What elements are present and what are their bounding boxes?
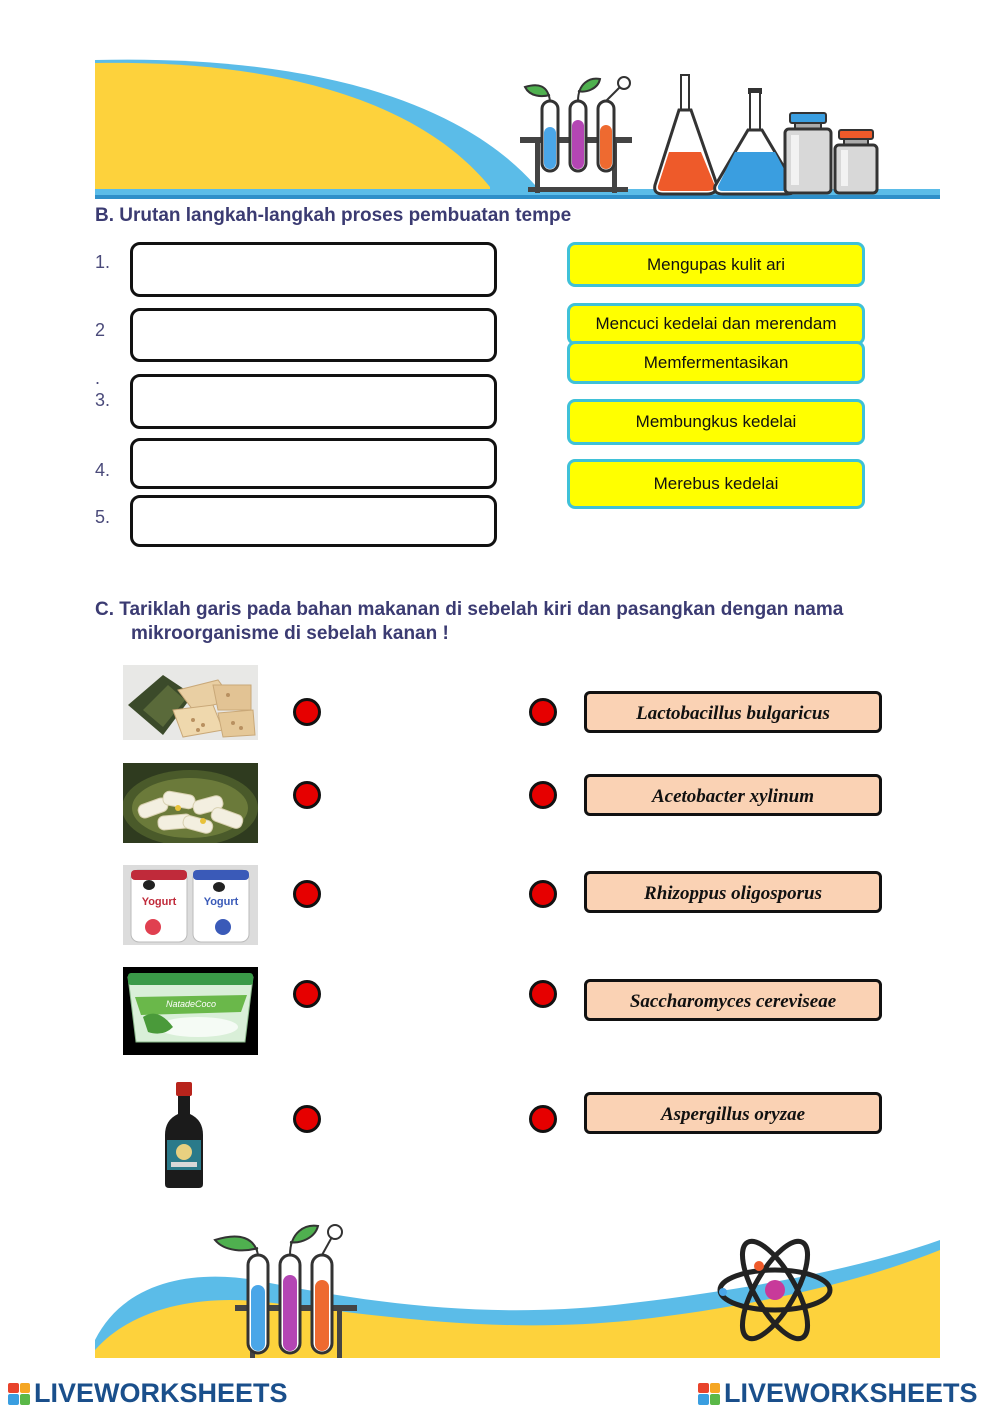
brand-text-left: LIVEWORKSHEETS [34, 1378, 288, 1408]
micro-match-dot-1[interactable] [529, 698, 557, 726]
section-b-title: B. Urutan langkah-langkah proses pembuatan tempe [95, 205, 572, 226]
food-match-dot-3[interactable] [293, 880, 321, 908]
nata-de-coco-image [123, 967, 258, 1055]
yogurt-label-left: Yogurt [141, 896, 177, 908]
step-number-5: 5. [95, 507, 111, 527]
flask-icon [715, 88, 796, 194]
food-match-dot-2[interactable] [293, 781, 321, 809]
step-number-3: 3. [95, 390, 111, 410]
micro-match-dot-3[interactable] [529, 880, 557, 908]
header-science-banner [95, 55, 940, 205]
nata-label: NatadeCoco [165, 999, 217, 1009]
liveworksheets-logo-icon [8, 1383, 30, 1405]
test-tube-rack-icon [520, 77, 632, 193]
liveworksheets-brand-left [8, 1378, 288, 1409]
jar-icon [785, 113, 831, 193]
micro-card-lactobacillus: Lactobacillus bulgaricus [584, 691, 882, 733]
section-c-title-line2: mikroorganisme di sebelah kanan ! [131, 623, 449, 644]
food-match-dot-5[interactable] [293, 1105, 321, 1133]
section-c-title-line1: C. Tariklah garis pada bahan makanan di sebelah kiri dan pasangkan dengan nama [95, 599, 844, 620]
drop-box-step-5[interactable] [130, 495, 497, 547]
food-match-dot-4[interactable] [293, 980, 321, 1008]
yogurt-label-right: Yogurt [203, 896, 239, 908]
step-option-card[interactable]: Membungkus kedelai [567, 399, 865, 445]
step-option-card[interactable]: Mengupas kulit ari [567, 242, 865, 287]
brand-text-right: LIVEWORKSHEETS [724, 1378, 978, 1408]
food-match-dot-1[interactable] [293, 698, 321, 726]
drop-box-step-3[interactable] [130, 374, 497, 429]
drop-box-step-2[interactable] [130, 308, 497, 362]
liveworksheets-brand-right [698, 1378, 978, 1409]
flask-icon [655, 75, 717, 194]
jar-icon [835, 130, 877, 193]
step-number-dot: . [95, 368, 101, 388]
micro-match-dot-5[interactable] [529, 1105, 557, 1133]
step-option-card[interactable]: Memfermentasikan [567, 341, 865, 384]
step-number-1: 1. [95, 252, 111, 272]
micro-card-saccharomyces: Saccharomyces cereviseae [584, 979, 882, 1021]
drop-box-step-4[interactable] [130, 438, 497, 489]
micro-match-dot-2[interactable] [529, 781, 557, 809]
step-number-4: 4. [95, 460, 111, 480]
liveworksheets-logo-icon [698, 1383, 720, 1405]
step-number-2: 2 [95, 320, 106, 340]
micro-card-rhizopus: Rhizoppus oligosporus [584, 871, 882, 913]
kecap-image [123, 1080, 258, 1190]
micro-card-aspergillus: Aspergillus oryzae [584, 1092, 882, 1134]
micro-card-acetobacter: Acetobacter xylinum [584, 774, 882, 816]
micro-match-dot-4[interactable] [529, 980, 557, 1008]
yogurt-image [123, 865, 258, 945]
footer-science-banner [95, 1210, 940, 1358]
tape-image [123, 763, 258, 843]
step-option-card[interactable]: Merebus kedelai [567, 459, 865, 509]
step-option-card[interactable]: Mencuci kedelai dan merendam [567, 303, 865, 345]
drop-box-step-1[interactable] [130, 242, 497, 297]
tempe-image [123, 665, 258, 740]
